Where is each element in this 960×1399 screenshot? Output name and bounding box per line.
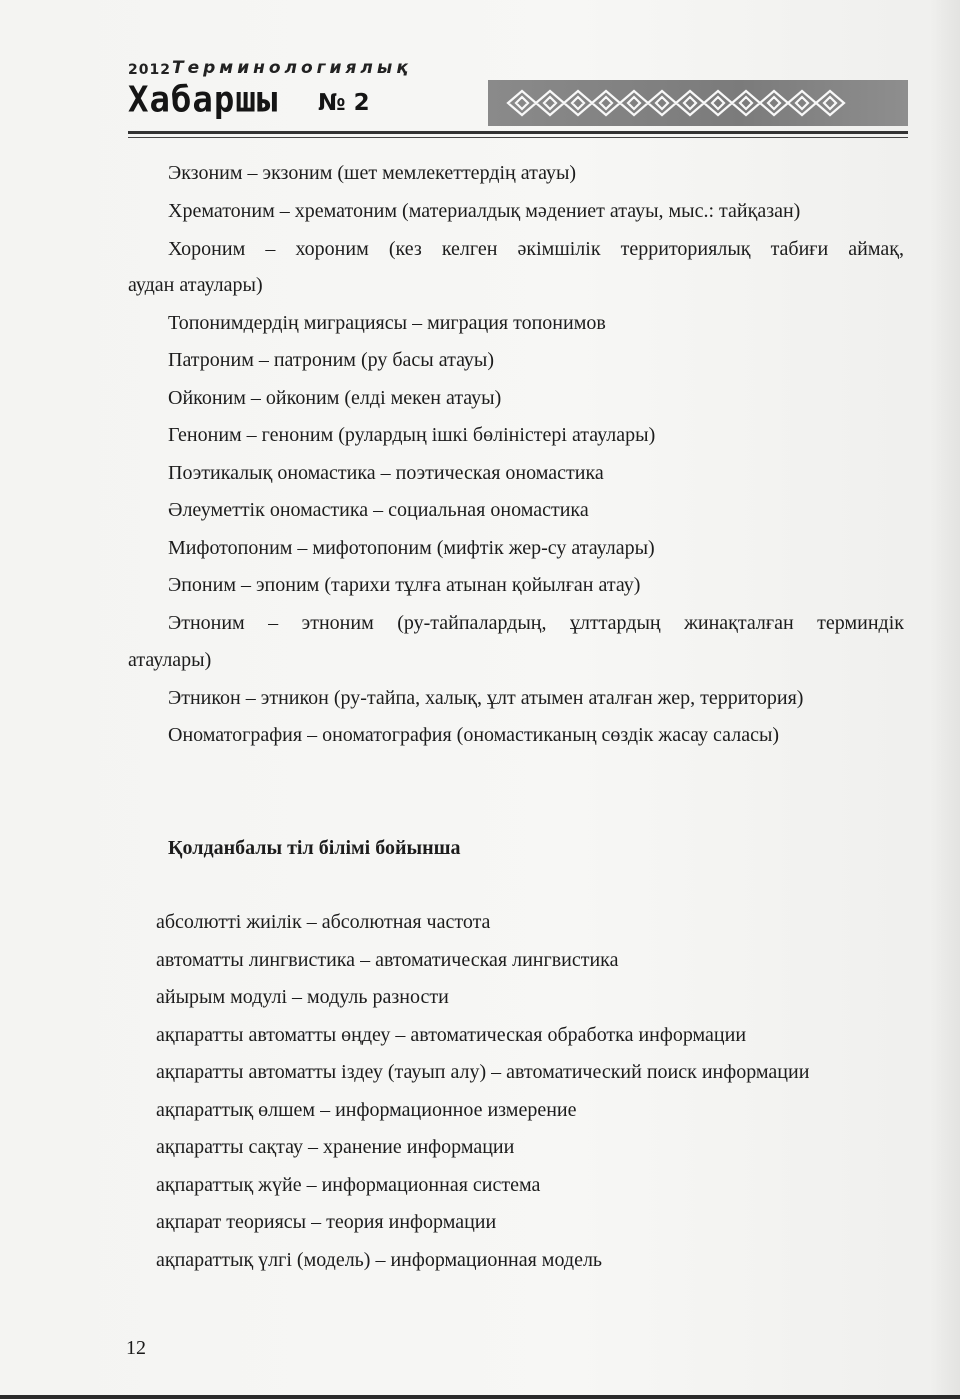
entry-mifotoponim: Мифотопоним – мифотопоним (мифтік жер-су атаулары) xyxy=(168,537,655,559)
page-edge-shadow xyxy=(930,0,960,1399)
term-information-storage: ақпаратты сақтау – хранение информации xyxy=(156,1136,515,1158)
entry-khoronim: Хороним – хороним (кез келген әкімшілік территориялық табиғи аймақ, xyxy=(168,238,904,260)
term-automatic-linguistics: автоматты лингвистика – автоматическая лингвистика xyxy=(156,949,619,971)
term-automatic-search: ақпаратты автоматты іздеу (тауып алу) – автоматический поиск информации xyxy=(156,1061,810,1083)
entry-onomatografiya: Ономатография – ономатография (ономастиканың сөздік жасау саласы) xyxy=(168,724,780,746)
term-information-theory: ақпарат теориясы – теория информации xyxy=(156,1211,497,1233)
entry-eponim: Эпоним – эпоним (тарихи тұлға атынан қойылған атау) xyxy=(168,574,641,596)
entry-toponym-migration: Топонимдердің миграциясы – миграция топонимов xyxy=(168,312,606,334)
term-difference-modulus: айырым модулі – модуль разности xyxy=(156,986,449,1008)
ornament-pattern-icon xyxy=(488,80,908,126)
entry-khoronim-cont: аудан атаулары) xyxy=(128,274,263,296)
entry-etnikon: Этникон – этникон (ру-тайпа, халық, ұлт атымен аталған жер, территория) xyxy=(168,687,804,709)
entry-khrematonim: Хрематоним – хрематоним (материалдық мәдениет атауы, мыс.: тайқазан) xyxy=(168,200,801,222)
header-journal-top: Терминологиялық xyxy=(172,58,412,78)
entry-social-onomastics: Әлеуметтік ономастика – социальная ономастика xyxy=(168,499,589,521)
section-heading: Қолданбалы тіл білімі бойынша xyxy=(168,837,461,859)
header-rule-thin xyxy=(128,137,908,138)
entry-genonim: Геноним – геноним (рулардың ішкі бөліністері атаулары) xyxy=(168,424,656,446)
bottom-edge xyxy=(0,1395,960,1399)
term-absolute-frequency: абсолютті жиілік – абсолютная частота xyxy=(156,911,491,933)
term-information-measure: ақпараттық өлшем – информационное измерение xyxy=(156,1099,577,1121)
header-issue: № 2 xyxy=(318,90,370,116)
entry-oikonim: Ойконим – ойконим (елді мекен атауы) xyxy=(168,387,502,409)
term-information-model: ақпараттық үлгі (модель) – информационная модель xyxy=(156,1249,603,1271)
header-year: 2012 xyxy=(128,62,171,78)
entry-etnonim-cont: атаулары) xyxy=(128,649,212,671)
entry-ekzonim: Экзоним – экзоним (шет мемлекеттердің атауы) xyxy=(168,162,577,184)
term-automatic-processing: ақпаратты автоматты өңдеу – автоматическая обработка информации xyxy=(156,1024,747,1046)
entry-etnonim: Этноним – этноним (ру-тайпалардың, ұлттардың жинақталған терминдік xyxy=(168,612,904,634)
entry-poetic-onomastics: Поэтикалық ономастика – поэтическая ономастика xyxy=(168,462,604,484)
header-journal-title: Хабаршы xyxy=(128,79,279,121)
page-number: 12 xyxy=(126,1337,146,1359)
entry-patronim: Патроним – патроним (ру басы атауы) xyxy=(168,349,495,371)
header-rule xyxy=(128,131,908,134)
ornament-band xyxy=(488,80,908,126)
term-information-system: ақпараттық жүйе – информационная система xyxy=(156,1174,541,1196)
